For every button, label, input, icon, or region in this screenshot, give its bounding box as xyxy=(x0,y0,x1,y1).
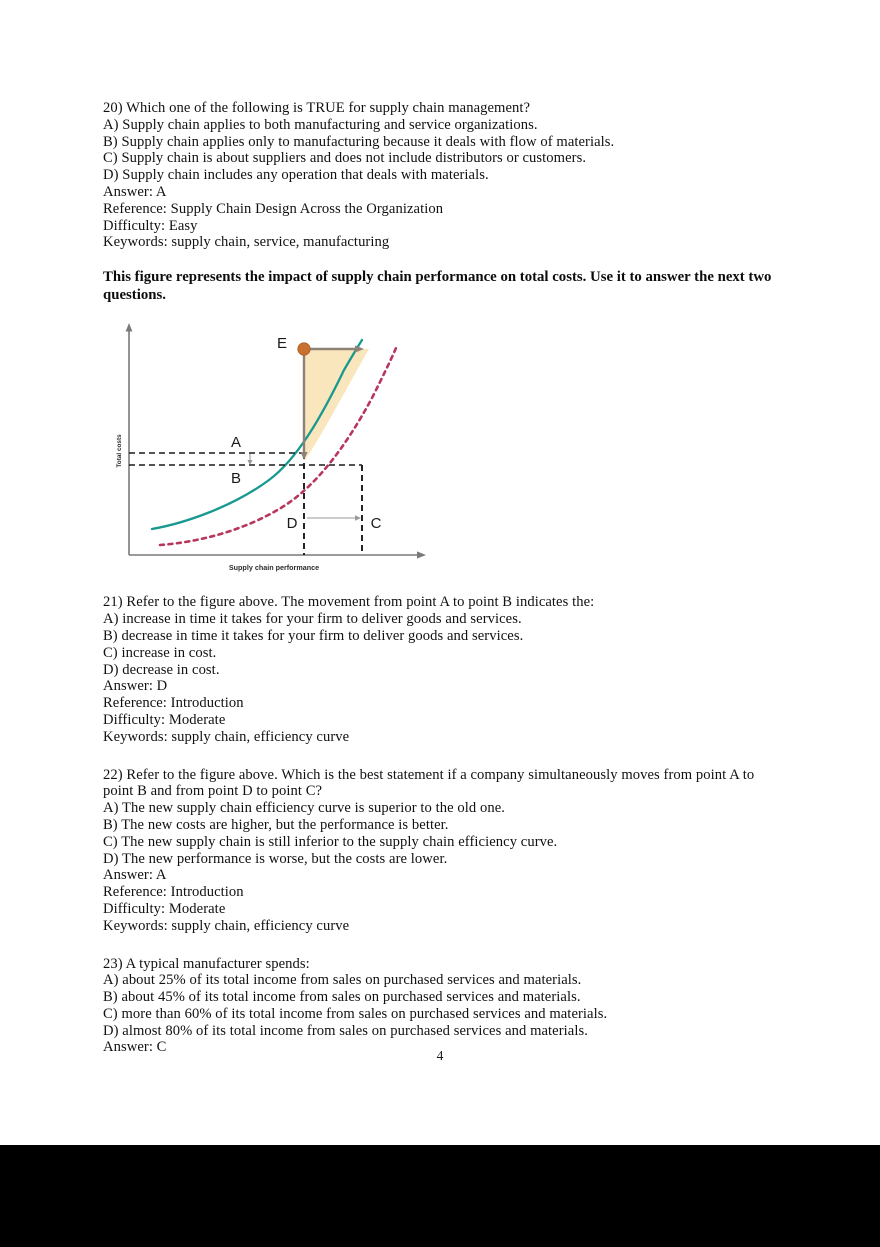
question-keywords: Keywords: supply chain, efficiency curve xyxy=(103,728,350,745)
y-axis-title: Total costs xyxy=(116,434,123,468)
question-option-c: C) more than 60% of its total income from sales on purchased services and materials. xyxy=(103,1005,608,1022)
question-option-d: D) decrease in cost. xyxy=(103,661,220,678)
question-difficulty: Difficulty: Moderate xyxy=(103,711,226,728)
spacer xyxy=(103,578,783,594)
figure-caption: This figure represents the impact of supply chain performance on total costs. Use it to answer the next two questions. xyxy=(103,269,772,303)
question-keywords: Keywords: supply chain, efficiency curve xyxy=(103,917,350,934)
question-answer: Answer: C xyxy=(103,1039,167,1056)
spacer xyxy=(103,935,783,956)
question-option-a: A) The new supply chain efficiency curve is superior to the old one. xyxy=(103,800,505,817)
question-stem: 23) A typical manufacturer spends: xyxy=(103,955,310,972)
question-keywords: Keywords: supply chain, service, manufacturing xyxy=(103,234,390,251)
question-option-d: D) Supply chain includes any operation that deals with materials. xyxy=(103,167,489,184)
question-answer: Answer: D xyxy=(103,678,168,695)
question-stem: 20) Which one of the following is TRUE for supply chain management? xyxy=(103,100,531,116)
page-number: 4 xyxy=(436,1048,444,1063)
supply-chain-figure xyxy=(114,320,454,578)
y-axis-arrow-icon xyxy=(126,323,133,332)
question-stem: 22) Refer to the figure above. Which is the best statement if a company simultaneously moves from point A to point B and from point D to point C? xyxy=(103,766,755,800)
question-option-a: A) increase in time it takes for your firm to deliver goods and services. xyxy=(103,611,522,628)
arrow-d-to-c-head-icon xyxy=(355,516,361,522)
question-block-20 xyxy=(103,100,783,251)
question-answer: Answer: A xyxy=(103,867,167,884)
figure-label-d: D xyxy=(286,515,298,533)
question-option-c: C) increase in cost. xyxy=(103,644,217,661)
question-option-b: B) decrease in time it takes for your firm to deliver goods and services. xyxy=(103,627,524,644)
x-axis-title: Supply chain performance xyxy=(228,563,320,573)
question-option-b: B) about 45% of its total income from sales on purchased services and materials. xyxy=(103,989,581,1006)
question-option-b: B) Supply chain applies only to manufacturing because it deals with flow of materials. xyxy=(103,133,615,150)
question-option-a: A) about 25% of its total income from sales on purchased services and materials. xyxy=(103,972,582,989)
question-option-c: C) The new supply chain is still inferior to the supply chain efficiency curve. xyxy=(103,833,558,850)
figure-label-a: A xyxy=(230,434,242,452)
figure-label-b: B xyxy=(230,470,242,488)
shaded-region xyxy=(304,349,369,460)
spacer xyxy=(103,304,783,320)
question-option-c: C) Supply chain is about suppliers and does not include distributors or customers. xyxy=(103,150,587,167)
question-block-23 xyxy=(103,956,783,1057)
page-content xyxy=(103,100,783,1056)
spacer xyxy=(103,746,783,767)
question-option-a: A) Supply chain applies to both manufacturing and service organizations. xyxy=(103,116,538,133)
question-block-22 xyxy=(103,767,783,935)
spacer xyxy=(103,251,783,269)
question-option-b: B) The new costs are higher, but the performance is better. xyxy=(103,816,449,833)
point-marker-e xyxy=(298,343,310,355)
bottom-black-band xyxy=(0,1145,880,1247)
figure-label-e: E xyxy=(276,335,288,353)
question-reference: Reference: Introduction xyxy=(103,884,244,901)
question-answer: Answer: A xyxy=(103,183,167,200)
question-option-d: D) almost 80% of its total income from sales on purchased services and materials. xyxy=(103,1022,588,1039)
question-difficulty: Difficulty: Moderate xyxy=(103,900,226,917)
question-difficulty: Difficulty: Easy xyxy=(103,217,198,234)
question-block-21 xyxy=(103,594,783,745)
figure-label-c: C xyxy=(370,515,382,533)
new-efficiency-curve xyxy=(160,348,396,545)
question-option-d: D) The new performance is worse, but the costs are lower. xyxy=(103,850,448,867)
question-reference: Reference: Introduction xyxy=(103,695,244,712)
x-axis-arrow-icon xyxy=(417,552,426,559)
question-reference: Reference: Supply Chain Design Across the Organization xyxy=(103,200,444,217)
question-stem: 21) Refer to the figure above. The movement from point A to point B indicates the: xyxy=(103,594,595,611)
